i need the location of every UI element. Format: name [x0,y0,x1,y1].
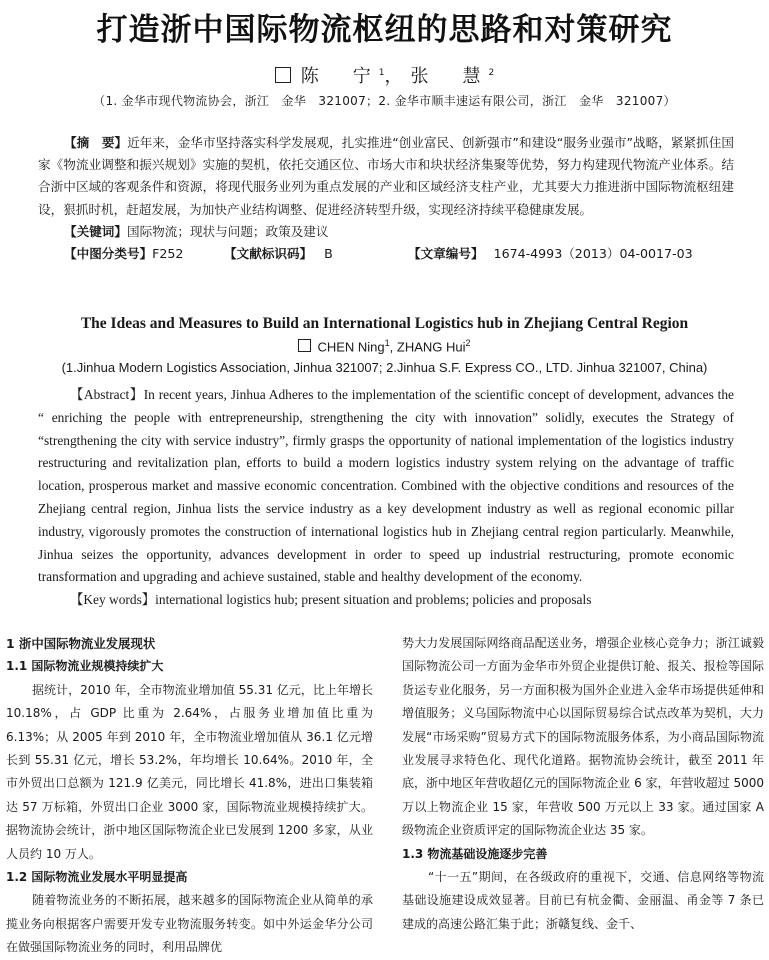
author-1-cn: 陈 宁 [300,66,379,87]
keywords-en [70,589,750,608]
section-heading-1: 1 浙中国际物流业发展现状 [6,636,156,651]
author-1-sup: 1 [378,68,385,78]
author-2-en: ZHANG Hui [396,339,466,355]
author-line-en [0,338,769,354]
paper-title-cn: 打造浙中国际物流枢纽的思路和对策研究 [96,12,673,48]
abstract-cn-label: 【摘 要】 [64,135,128,150]
section-heading-1-3: 1.3 物流基础设施逐步完善 [402,846,548,861]
doc-code-field [224,243,333,265]
body-paragraph-3: 势大力发展国际网络商品配送业务，增强企业核心竞争力；浙江诚毅国际物流公司一方面为金华市外贸企业提供订舱、报关、报检等国际货运专业化服务，另一方面积极为国外企业进入金华市场提供延伸和增值服务；义乌国际物流中心以国际贸易综合试点改革为契机，大力发展“市场采购”贸易方式下的国际物流服务体系，为小商品国际物流业发展寻求特色化、现代化道路。据物流协会统计，截至 2011 年底，浙中地区年营收超亿元的国际物流企业 6 家，年营收超过 5000 万以上物流企业 15 家，年营收 500 万元以上 33 家。通过国家 A 级物流企业资质评定的国际物流企业达 35 家。 [402,636,764,838]
affiliation-en: (1.Jinhua Modern Logistics Association, Jinhua 321007; 2.Jinhua S.F. Express CO., LTD. Jinhua 321007, China) [61,360,708,375]
keywords-en-label: 【Key words】 [70,592,156,607]
article-no-field [408,243,693,265]
keywords-cn-text: 国际物流；现状与问题；政策及建议 [126,223,329,239]
doc-code-label: 【文献标识码】 [224,246,313,262]
author-box-icon-en [298,339,311,352]
paper-title-en: The Ideas and Measures to Build an International Logistics hub in Zhejiang Central Region [80,315,689,332]
section-heading-1-1: 1.1 国际物流业规模持续扩大 [6,659,164,674]
classification-line [38,243,734,265]
author-en-separator: , [389,339,397,355]
keywords-cn-label: 【关键词】 [64,223,127,239]
abstract-cn-block [38,132,734,265]
body-paragraph-1: 据统计，2010 年，全市物流业增加值 55.31 亿元，比上年增长 10.18%，占 GDP 比重为 2.64%，占服务业增加值比重为 6.13%；从 2005 年到 2010 年，全市物流业增加值从 36.1 亿元增长到 55.31 亿元，增长 53.2%，年均增长 10.64%。2010 年，全市外贸出口总额为 121.9 亿美元，同比增长 41.8%，进出口集装箱达 57 万标箱，外贸出口企业 3000 家，国际物流业规模持续扩大。据物流协会统计，浙中地区国际物流企业已发展到 1200 多家，从业人员约 10 万人。 [6,682,373,861]
body-column-right [402,632,764,936]
abstract-cn-text: 近年来，金华市坚持落实科学发展观，扎实推进“创业富民、创新强市”和建设“服务业强市”战略，紧紧抓住国家《物流业调整和振兴规划》实施的契机，依托交通区位、市场大市和块状经济集聚等优势，努力构建现代物流产业体系。结合浙中区域的客观条件和资源，将现代服务业列为重点发展的产业和区域经济支柱产业，尤其要大力推进浙中国际物流枢纽建设，狠抓时机，赶超发展，为加快产业结构调整、促进经济转型升级，实现经济持续平稳健康发展。 [38,135,734,217]
author-separator: ， [384,66,411,87]
author-1-en-sup: 1 [384,338,390,348]
author-2-cn: 张 慧 [410,66,489,87]
abstract-en-label: 【Abstract】 [70,387,144,402]
doc-code-value: B [324,246,333,262]
abstract-en [38,384,734,589]
keywords-cn [38,221,734,243]
abstract-cn [38,132,734,221]
article-no-label: 【文章编号】 [408,246,484,262]
author-line-cn [0,62,769,88]
clc-field [64,243,183,265]
author-2-sup: 2 [488,68,495,78]
clc-label: 【中图分类号】 [64,246,153,262]
affiliation-cn: （1. 金华市现代物流协会，浙江 金华 321007；2. 金华市顺丰速运有限公司，浙江 金华 321007） [93,94,676,108]
body-paragraph-2: 随着物流业务的不断拓展，越来越多的国际物流企业从简单的承揽业务向根据客户需要开发专业物流服务转变。如中外运金华分公司在做强国际物流业务的同时，利用品牌优 [6,893,373,955]
author-1-en: CHEN Ning [317,339,385,355]
keywords-en-text: international logistics hub; present situation and problems; policies and proposals [155,592,592,607]
section-heading-1-2: 1.2 国际物流业发展水平明显提高 [6,870,188,885]
abstract-en-text: In recent years, Jinhua Adheres to the implementation of the scientific concept of development, advances the “ enriching the people with entrepreneurship, strengthening the city with innovation” solidly, executes the Strategy of “strengthening the city with service industry”, firmly grasps the opportunity of national implementation of the logistics industry restructuring and revitalization plan, efforts to build a modern logistics industry system relying on the advantage of traffic location, prosperous market and massive economic concentration. Combined with the objective conditions and resources of the Zhejiang central region, Jinhua lists the service industry as a key development industry as well as regional economic pillar industry, vigorously promotes the construction of international logistics hub in Zhejiang central region particularly. Meanwhile, Jinhua seizes the opportunity, advances development in order to speed up industrial restructuring, promote economic transformation and upgrading and achieve sustained, stable and healthy development of the economy. [38,387,734,585]
author-box-icon [275,67,291,83]
clc-value: F252 [152,246,184,262]
body-column-left [6,632,373,960]
author-2-en-sup: 2 [465,338,471,348]
body-paragraph-4: “十一五”期间，在各级政府的重视下，交通、信息网络等物流基础设施建设成效显著。目前已有杭金衢、金丽温、甬金等 7 条已建成的高速公路汇集于此；浙赣复线、金千、 [402,870,764,931]
article-no-value: 1674-4993（2013）04-0017-03 [493,246,693,262]
